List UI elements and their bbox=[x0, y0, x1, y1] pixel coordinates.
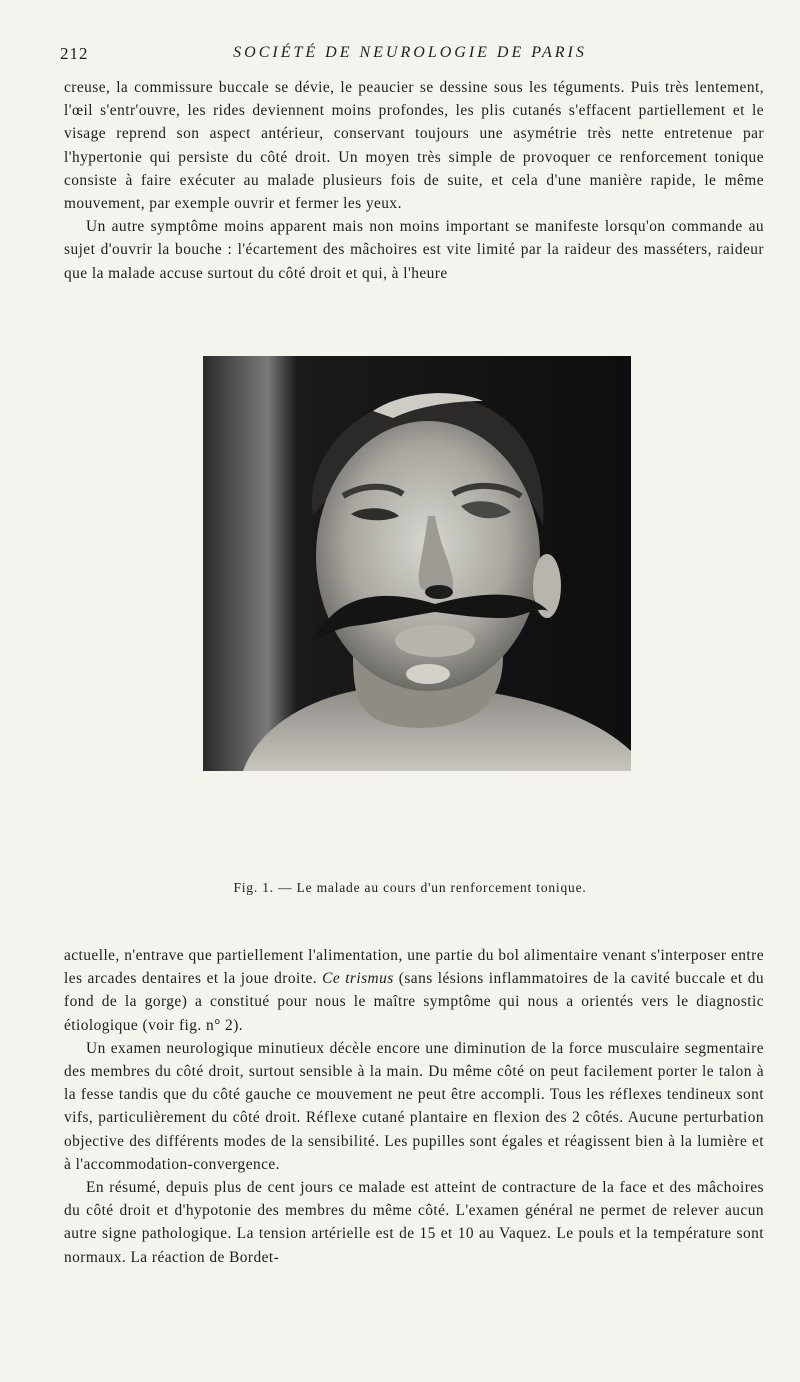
paragraph: creuse, la commissure buccale se dévie, le peaucier se dessine sous les téguments. Puis très lentement, l'œil s'entr'ouvre, les rides deviennent moins profondes, les plis cutanés s'effacent partiellement et le visage reprend son aspect antérieur, conservant toujours une asymétrie très nette entretenue par l'hypertonie qui persiste du côté droit. Un moyen très simple de provoquer ce renforcement tonique consiste à faire exécuter au malade plusieurs fois de suite, et cela d'une manière rapide, le même mouvement, par exemple ouvrir et fermer les yeux. bbox=[64, 79, 764, 213]
running-head: SOCIÉTÉ DE NEUROLOGIE DE PARIS bbox=[233, 44, 587, 61]
paragraph-text: (sans lésions inflammatoires de la cavité buccale et du fond de la gorge) a constitué pour nous le maître symptôme qui nous a orientés vers le diagnostic étiologique (voir fig. n° 2). bbox=[64, 970, 764, 1034]
italic-term: Ce trismus bbox=[322, 970, 394, 988]
body-text-top bbox=[64, 76, 764, 285]
paragraph: Un examen neurologique minutieux décèle encore une diminution de la force musculaire segmentaire des membres du côté droit, surtout sensible à la main. Du même côté on peut facilement porter le talon à la fesse tandis que du côté gauche ce mouvement ne peut être accompli. Tous les réflexes tendineux sont vifs, particulièrement du côté droit. Réflexe cutané plantaire en flexion des 2 côtés. Aucune perturbation objective des différents modes de la sensibilité. Les pupilles sont égales et réagissent bien à la lumière et à l'accommodation-convergence. bbox=[64, 1039, 764, 1173]
page-header bbox=[60, 44, 760, 66]
paragraph: Un autre symptôme moins apparent mais non moins important se manifeste lorsqu'on commande au sujet d'ouvrir la bouche : l'écartement des mâchoires est vite limité par la raideur des masséters, raideur que la malade accuse surtout du côté droit et qui, à l'heure bbox=[64, 218, 764, 282]
figure-caption: Fig. 1. — Le malade au cours d'un renforcement tonique. bbox=[233, 880, 587, 895]
figure-photograph bbox=[203, 356, 631, 771]
page-number: 212 bbox=[60, 44, 89, 63]
paragraph bbox=[64, 944, 764, 1037]
patient-portrait-image bbox=[203, 356, 631, 771]
paragraph-text: actuelle, n'entrave que partiellement l'alimentation, une partie du bol alimentaire venant s'interposer entre les arcades dentaires et la joue droite. bbox=[64, 947, 764, 988]
body-text-bottom bbox=[64, 944, 764, 1269]
paragraph: En résumé, depuis plus de cent jours ce malade est atteint de contracture de la face et des mâchoires du côté droit et d'hypotonie des membres du même côté. L'examen général ne permet de relever aucun autre signe pathologique. La tension artérielle est de 15 et 10 au Vaquez. Le pouls et la température sont normaux. La réaction de Bordet- bbox=[64, 1179, 764, 1266]
